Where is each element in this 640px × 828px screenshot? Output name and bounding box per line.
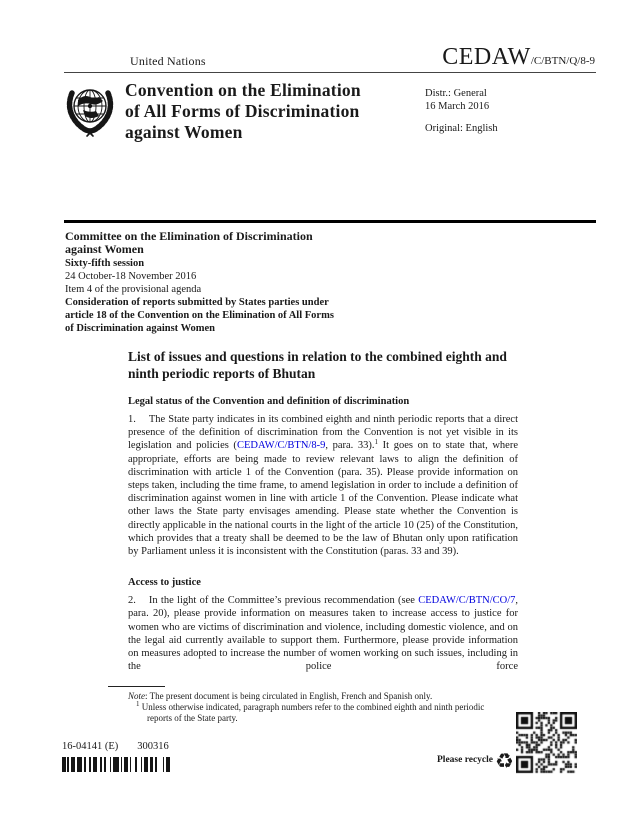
distribution-block [425,88,498,136]
agenda-title-line: article 18 of the Convention on the Elimination of All Forms [65,310,334,321]
paragraph-number: 2. [128,595,136,607]
footnote-1 [136,702,506,724]
paragraph-text: It goes on to state that, where appropriate, efforts are being made to review relevant laws to align the definition of discrimination with article 1 of the Convention (para. 35). Please provide information on steps taken, including the time frame, to amend legislation in order to include a definition of discrimination against women in line with article 1 of the Convention. Please indicate what other laws the State party envisages amending. Please state whether the Convention is directly applicable in the national courts in the light of the article 10 (25) of the Constitution, which provides that a treaty shall be deemed to be the law of Bhutan only upon ratification by Parliament unless it is inconsistent with the Constitution (paras. 33 and 39). [128,440,518,558]
paragraph-text: In the light of the Committee’s previous recommendation (see [148,595,419,607]
committee-name-line: against Women [65,242,144,256]
note-line [128,691,506,702]
paragraph-number: 1. [128,414,136,425]
section-heading-access-justice: Access to justice [128,577,201,589]
paragraph-text: , para. 20), please provide information on measures taken to increase access to justice for women who are victims of discrimination and violence, including domestic violence, and on the legal aid currently available to support them. Furthermore, please provide information on measures adopted to increase the number of women working on such issues, including in the police force [128,595,518,673]
agenda-title-line: Consideration of reports submitted by States parties under [65,297,329,308]
section-heading-legal-status: Legal status of the Convention and definition of discrimination [128,396,410,407]
paragraph-text: The State party indicates in its combined eighth and ninth periodic reports that a direct presence of the definition of discrimination from the Convention is not yet visible in its legislation and policies ( [128,414,518,452]
main-content [128,349,518,686]
agenda-title [65,296,395,335]
un-emblem-icon [60,80,120,142]
footnote-1-marker: 1 [136,700,140,708]
section-rule [64,220,596,223]
session-label: Sixty-fifth session [65,258,145,269]
footnote-1-text: Unless otherwise indicated, paragraph numbers refer to the combined eighth and ninth periodic reports of the State party. [139,702,485,723]
paragraph-1 [128,413,518,558]
committee-block [65,230,395,335]
doc-link-cedaw-btn-co-7[interactable]: CEDAW/C/BTN/CO/7 [418,595,516,607]
header-rule [64,72,596,73]
doc-number: 16-04141 (E) [62,741,119,752]
doc-symbol [442,44,595,71]
masthead-title-line: Convention on the Elimination [125,80,361,100]
committee-name-line: Committee on the Elimination of Discrimination [65,229,313,243]
footnotes-block [128,691,506,724]
barcode [62,757,170,772]
agenda-title-line: of Discrimination against Women [65,323,216,334]
page-title: List of issues and questions in relation to the combined eighth and ninth periodic reports of Bhutan [128,349,507,381]
session-dates: 24 October-18 November 2016 [65,271,197,282]
qr-code [516,712,577,774]
paragraph-2 [128,594,518,673]
recycle-icon: ♻ [495,749,514,773]
please-recycle-label: Please recycle [437,755,493,765]
doc-symbol-main: CEDAW [442,44,531,70]
date-line: 16 March 2016 [425,100,490,112]
print-code: 300316 [137,741,169,752]
masthead-title-line: against Women [125,122,243,142]
doc-symbol-suffix: /C/BTN/Q/8-9 [530,55,595,67]
united-nations-label: United Nations [130,54,206,68]
masthead-title-line: of All Forms of Discrimination [125,101,360,121]
please-recycle [437,749,514,773]
committee-name [65,230,395,256]
distr-line: Distr.: General [425,88,487,99]
agenda-item: Item 4 of the provisional agenda [65,284,202,295]
masthead-title [125,80,361,143]
note-text: : The present document is being circulated in English, French and Spanish only. [145,691,433,701]
original-language-line: Original: English [425,123,498,134]
footnote-separator [108,686,165,687]
footnote-ref-1: 1 [374,438,379,447]
note-label: Note [128,691,145,701]
doc-number-line [62,741,169,752]
doc-link-cedaw-btn-8-9[interactable]: CEDAW/C/BTN/8-9 [236,440,326,452]
paragraph-text: , para. 33). [325,440,375,452]
